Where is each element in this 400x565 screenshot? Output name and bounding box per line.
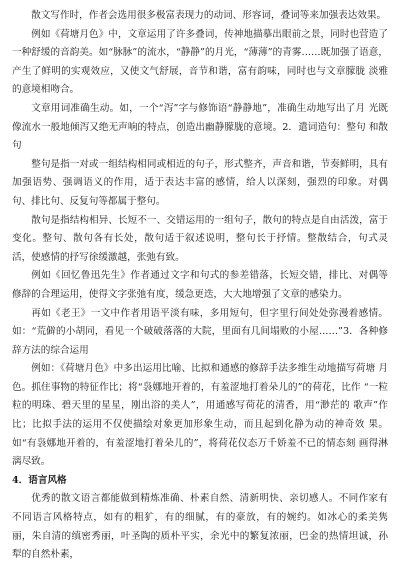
paragraph-language-style: 优秀的散文语言都能做到精炼准确、朴素自然、清新明快、亲切感人。不同作家有 不同语言风格特点，如有的粗犷，有的细腻，有的豪放，有的婉约。如冰心的柔美隽 丽，朱自清的缜密秀丽，叶圣陶的质朴平实，余光中的繁复浓丽，巴金的热情坦诚，孙 犁的自然朴素， [12,493,388,561]
paragraph-reduplication-example: 例如《荷塘月色》中，文章运用了许多叠词，传神地描摹出眼前之景，同时也营造了一种舒缓的音韵美。如“脉脉”的流水，“静静”的月光，“薄薄”的青雾……既加强了语意，产生了鲜明的实观效应，又使文气舒展，音节和谐，富有韵味，同时也与文章朦胧 淡雅的意境相吻合。 [12,28,388,96]
section-heading-language-style: 4．语言风格 [12,474,67,486]
paragraph-loose-sentences: 散句是指结构相异、长短不一、交错运用的一组句子，散句的特点是自由活泼，富于变化。整句、散句各有长处，散句适于叙述说明，整句长于抒情。整散结合，句式灵 活，使感情的抒写徐缓激越，张弛有致。 [12,214,388,263]
paragraph-rhetoric-example: 例如：《荷塘月色》中多出运用比喻、比拟和通感的修辞手法多维生动地描写荷塘 月色。抓住事物的特征作比；将“袅娜地开着的，有羞涩地打着朵儿的”的荷花，比作 “一粒粒的明珠、碧天里的星星，刚出浴的美人”，用通感写荷花的清香，用“渺茫的 歌声”作比；比拟手法的运用不仅使描绘对象更加形象生动，而且起到化静为动的神奇效 果。如“有袅娜地开着的，有羞涩地打着朵儿的”，将荷花仪态万千娇羞不已的情态刻 画得淋漓尽致。 [12,363,388,468]
paragraph-word-choice: 文章用词准确生动。如，一个“泻”字与修饰语“静静地”，准确生动地写出了月 光既像流水一般地倾泻又绝无声响的特点，创造出幽静朦胧的意境。2．遣词造句：整句 和散句 [12,102,388,152]
paragraph-parallel-sentences: 整句是指一对或一组结构相同或相近的句子，形式整齐，声音和谐，节奏鲜明，具有加强语势、强调语义的作用，适于表达丰富的感情，给人以深刻，强烈的印象。对偶 句、排比句、反复句等都属于整句。 [12,158,388,207]
paragraph-luxun-example: 例如《回忆鲁迅先生》作者通过文字和句式的参差错落，长短交错，排比、对偶等 修辞的合理运用，使得文字张弛有度，缓急更迭，大大地增强了文章的感染力。 [12,270,388,300]
paragraph-laowang-example: 再如《老王》一文中作者用语平淡有味，多用短句，但字里行间处处弥漫着感情。如：“荒僻的小胡同，看见一个破破落落的大院，里面有几间塌败的小屋……”3．各种修 辞方法的综合运用 [12,307,388,356]
paragraph-intro: 散文写作时，作者会选用很多极富表现力的动词、形容词，叠词等来加强表达效果。 [31,10,387,21]
